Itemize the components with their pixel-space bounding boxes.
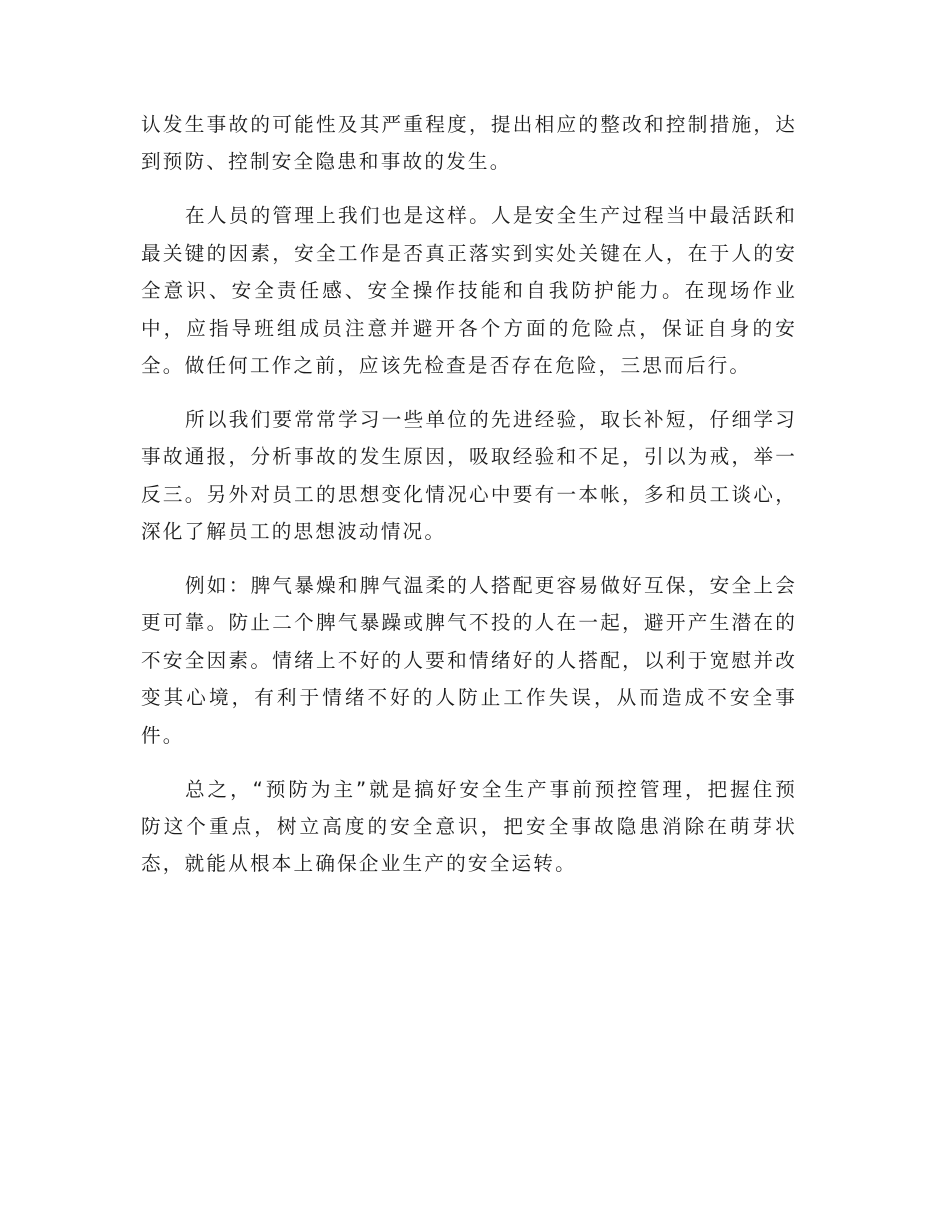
paragraph-3: 所以我们要常常学习一些单位的先进经验，取长补短，仔细学习事故通报，分析事故的发生原因，吸取经验和不足，引以为戒，举一反三。另外对员工的思想变化情况心中要有一本帐，多和员工谈心，深化了解员工的思想波动情况。: [141, 407, 797, 544]
paragraph-4: 例如：脾气暴燥和脾气温柔的人搭配更容易做好互保，安全上会更可靠。防止二个脾气暴躁或脾气不投的人在一起，避开产生潜在的不安全因素。情绪上不好的人要和情绪好的人搭配，以利于宽慰并改变其心境，有利于情绪不好的人防止工作失误，从而造成不安全事件。: [141, 573, 797, 747]
paragraph-1: 认发生事故的可能性及其严重程度，提出相应的整改和控制措施，达到预防、控制安全隐患和事故的发生。: [141, 113, 797, 174]
paragraph-2: 在人员的管理上我们也是这样。人是安全生产过程当中最活跃和最关键的因素，安全工作是否真正落实到实处关键在人，在于人的安全意识、安全责任感、安全操作技能和自我防护能力。在现场作业中，应指导班组成员注意并避开各个方面的危险点，保证自身的安全。做任何工作之前，应该先检查是否存在危险，三思而后行。: [141, 204, 797, 377]
document-body: [141, 106, 797, 899]
paragraph-5: 总之，“预防为主”就是搞好安全生产事前预控管理，把握住预防这个重点，树立高度的安全意识，把安全事故隐患消除在萌芽状态，就能从根本上确保企业生产的安全运转。: [141, 777, 797, 876]
